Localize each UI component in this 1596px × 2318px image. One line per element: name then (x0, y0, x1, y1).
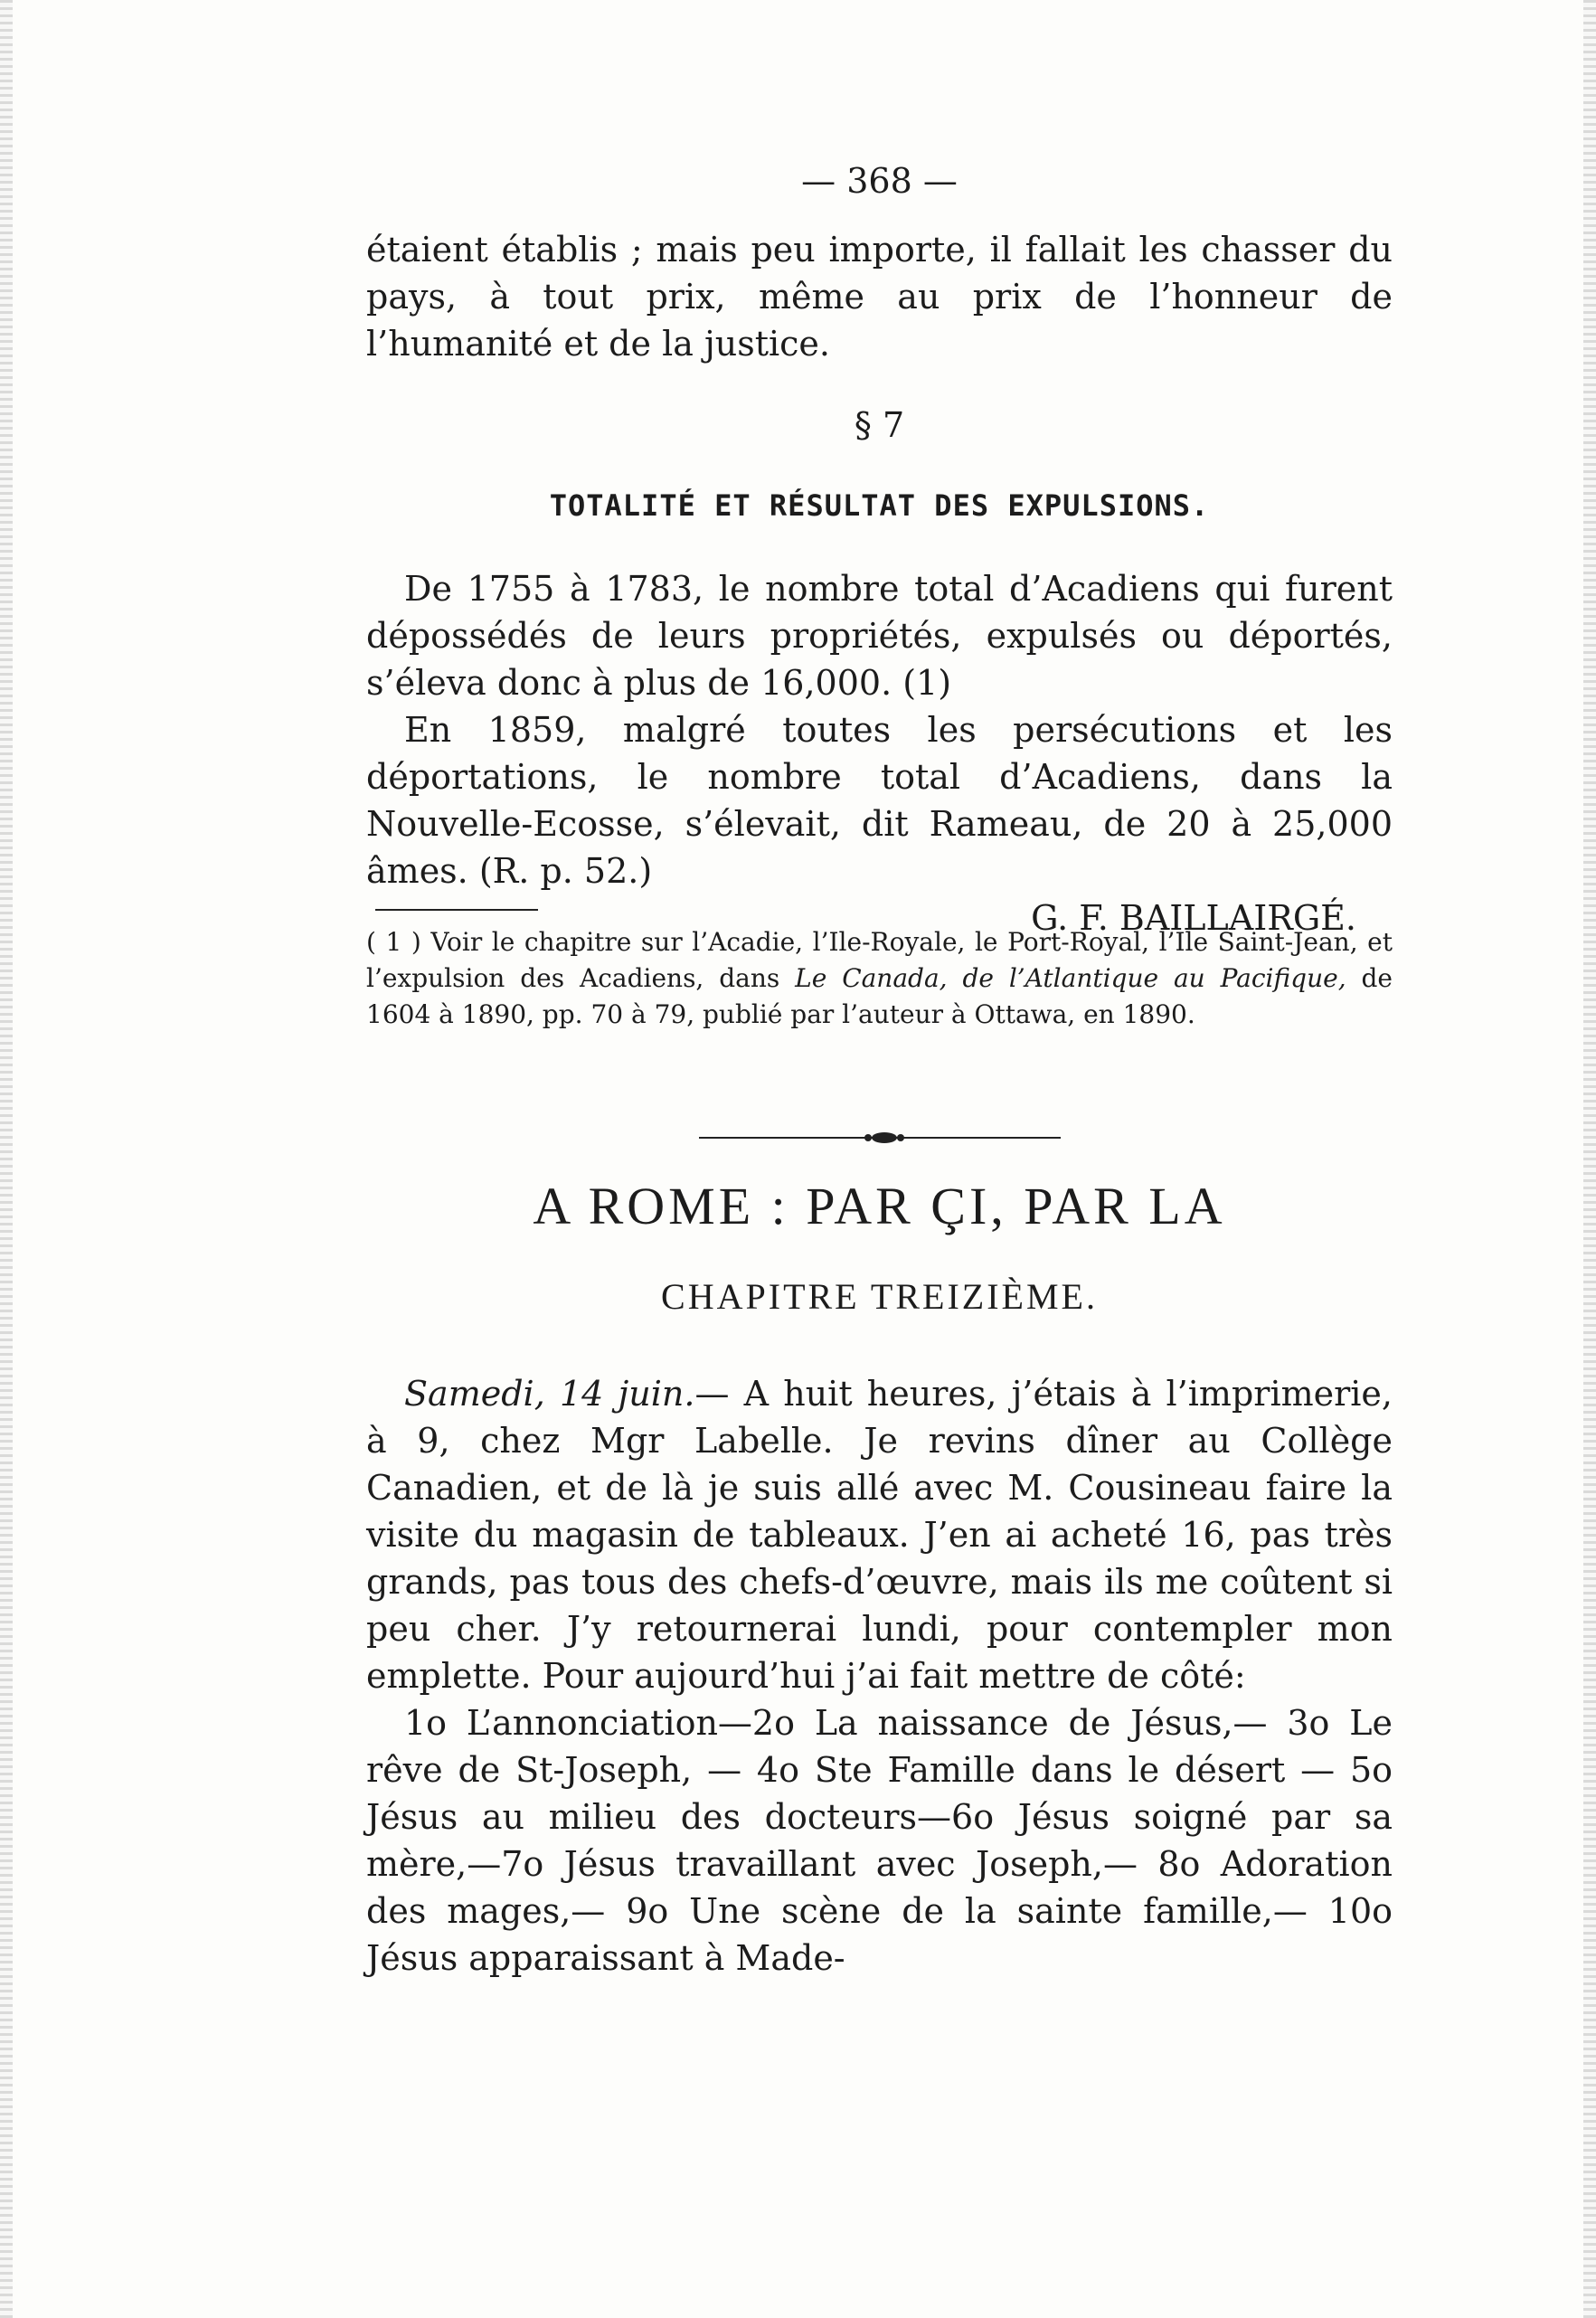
scan-edge-left (0, 0, 13, 2318)
author-signature: G. F. BAILLAIRGÉ. (1031, 898, 1356, 938)
intro-paragraph: étaient établis ; mais peu importe, il fallait les chasser du pays, à tout prix, même au prix de l’honneur de l’humanité et de la justice. (366, 230, 1393, 364)
footnote-lead: ( 1 ) Voir le chapitre sur l’Acadie, l’Ile-Royale, le Port-Royal, l’Ile Saint-Jean, et l’expulsion des Acadiens, dans (366, 927, 1393, 993)
chapter-title: A ROME : PAR ÇI, PAR LA (533, 1177, 1226, 1235)
section-paragraph-2: En 1859, malgré toutes les persécutions et les déportations, le nombre total d’Acadiens, dans la Nouvelle-Ecosse, s’élevait, dit Rameau, de 20 à 25,000 âmes. (R. p. 52.) (366, 710, 1393, 891)
footnote (366, 924, 1393, 1033)
chapter-paragraph-1 (366, 1370, 1393, 1699)
footnote-divider (375, 909, 538, 911)
section-mark: § 7 (854, 405, 905, 445)
section-paragraph-1: De 1755 à 1783, le nombre total d’Acadiens qui furent dépossédés de leurs propriétés, expulsés ou déportés, s’éleva donc à plus de 16,000. (1) (366, 569, 1393, 703)
section-body (366, 565, 1393, 941)
chapter-body (366, 1370, 1393, 1982)
entry-date: Samedi, 14 juin. (404, 1374, 695, 1414)
section-title: TOTALITÉ ET RÉSULTAT DES EXPULSIONS. (549, 488, 1210, 523)
page-number: — 368 — (801, 161, 958, 201)
intro-text-block (366, 226, 1393, 367)
ornament-divider (699, 1120, 1061, 1156)
chapter-paragraph-1-text: — A huit heures, j’étais à l’imprimerie, à 9, chez Mgr Labelle. Je revins dîner au Collège Canadien, et de là je suis allé avec M. Cousineau faire la visite du magasin de tableaux. J’en ai acheté 16, pas très grands, pas tous des chefs-d’œuvre, mais ils me coûtent si peu cher. J’y retournerai lundi, pour contempler mon emplette. Pour aujourd’hui j’ai fait mettre de côté: (366, 1374, 1393, 1696)
chapter-paragraph-2: 1o L’annonciation—2o La naissance de Jésus,— 3o Le rêve de St-Joseph, — 4o Ste Famille dans le désert — 5o Jésus au milieu des docteurs—6o Jésus soigné par sa mère,—7o Jésus travaillant avec Joseph,— 8o Adoration des mages,— 9o Une scène de la sainte famille,— 10o Jésus apparaissant à Made- (366, 1703, 1393, 1978)
footnote-work-title: Le Canada, de l’Atlantique au Pacifique, (795, 963, 1346, 993)
scan-edge-right (1583, 0, 1596, 2318)
chapter-subtitle: CHAPITRE TREIZIÈME. (661, 1276, 1098, 1317)
footnote-tail: de 1604 à 1890, pp. 70 à 79, publié par l’auteur à Ottawa, en 1890. (366, 963, 1393, 1029)
